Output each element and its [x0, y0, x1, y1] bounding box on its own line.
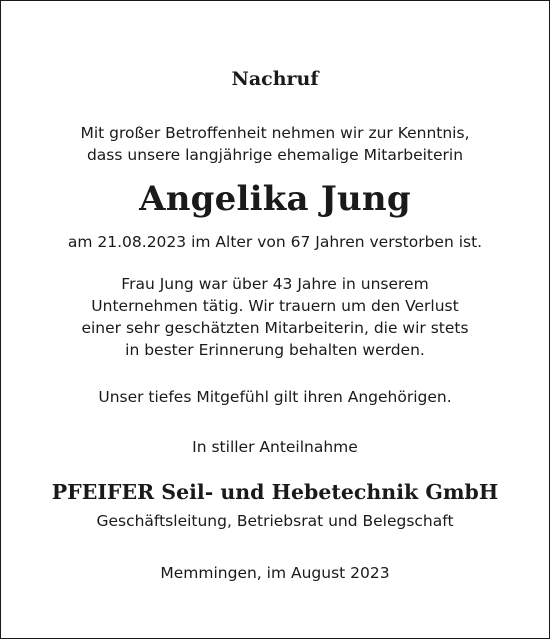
tribute-line: Unternehmen tätig. Wir trauern um den Verlust [91, 297, 459, 315]
death-date-line: am 21.08.2023 im Alter von 67 Jahren verstorben ist. [67, 233, 483, 251]
company-name: PFEIFER Seil- und Hebetechnik GmbH [51, 480, 499, 504]
deceased-name: Angelika Jung [139, 179, 411, 219]
closing-line: In stiller Anteilnahme [192, 438, 358, 456]
place-and-date: Memmingen, im August 2023 [160, 564, 390, 582]
sympathy-line: Unser tiefes Mitgefühl gilt ihren Angehörigen. [98, 388, 452, 406]
tribute-line: in bester Erinnerung behalten werden. [125, 341, 425, 359]
tribute-line: Frau Jung war über 43 Jahre in unserem [121, 275, 429, 293]
intro-line: dass unsere langjährige ehemalige Mitarbeiterin [86, 146, 464, 164]
intro-text [1, 122, 549, 166]
tribute-text [1, 273, 549, 361]
notice-heading: Nachruf [231, 68, 319, 90]
tribute-line: einer sehr geschätzten Mitarbeiterin, die wir stets [81, 319, 469, 337]
intro-line: Mit großer Betroffenheit nehmen wir zur Kenntnis, [80, 124, 470, 142]
company-departments: Geschäftsleitung, Betriebsrat und Belegschaft [96, 512, 454, 530]
